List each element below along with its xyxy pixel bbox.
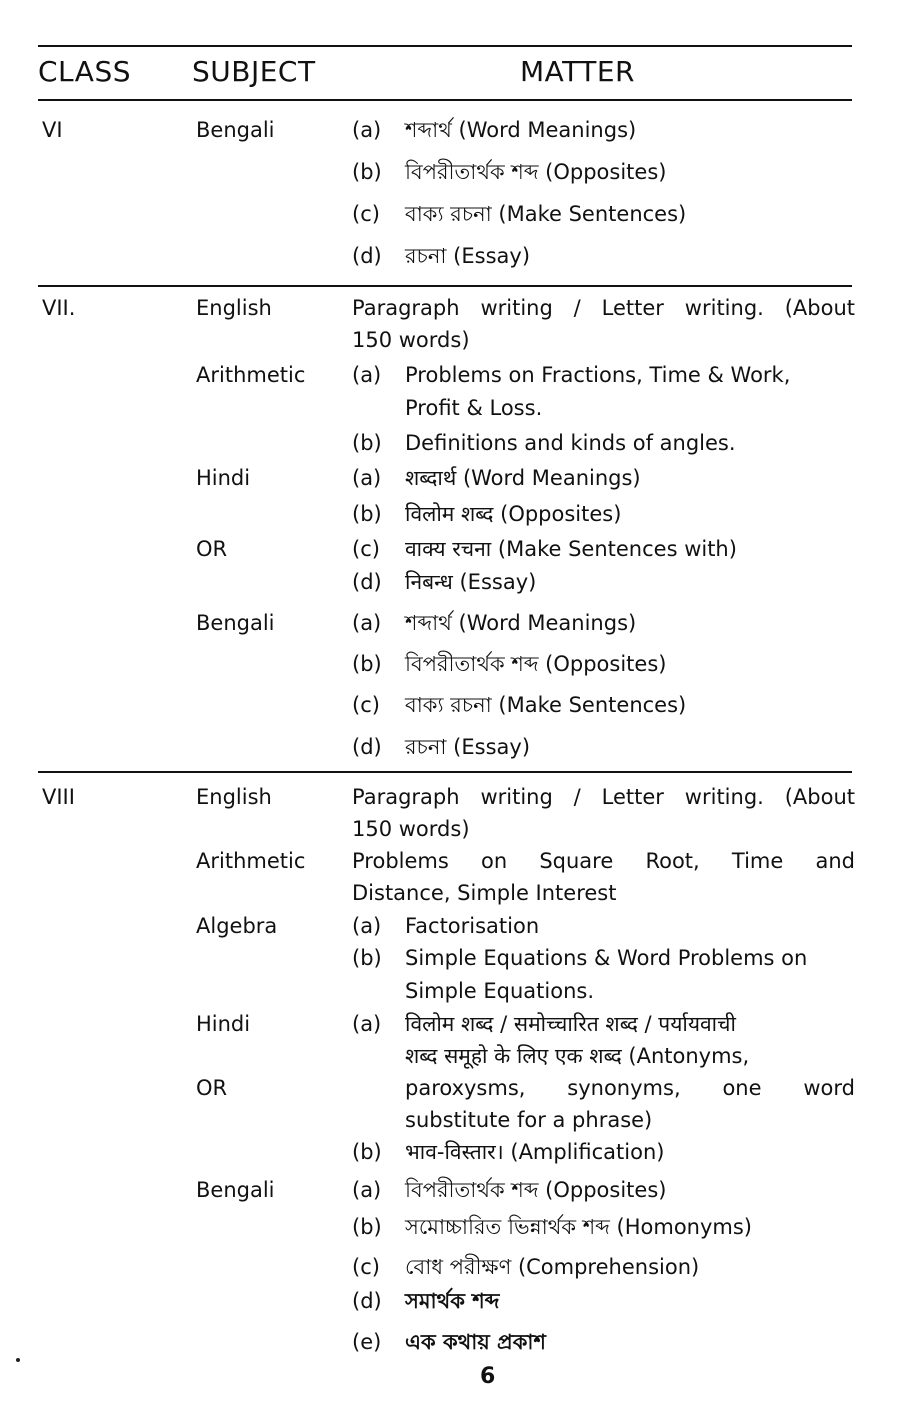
viii-arith-line2: Distance, Simple Interest — [352, 881, 617, 905]
viii-bengali-c-text: বোধ পরীক্ষণ (Comprehension) — [405, 1255, 700, 1279]
vii-hindi-a-text: शब्दार्थ (Word Meanings) — [405, 466, 641, 490]
viii-subject-bengali: Bengali — [196, 1178, 275, 1202]
viii-algebra-b-line2: Simple Equations. — [405, 979, 594, 1003]
class-vi-label: VI — [42, 118, 63, 142]
viii-bengali-e-text: এক কথায় প্রকাশ — [405, 1330, 546, 1354]
vi-bengali-b-label: (b) — [352, 160, 382, 184]
viii-hindi-a-line4: substitute for a phrase) — [405, 1108, 653, 1132]
vii-arith-a-label: (a) — [352, 363, 382, 387]
page-number: 6 — [480, 1364, 496, 1389]
viii-subject-arithmetic: Arithmetic — [196, 849, 306, 873]
vii-bengali-d-text: রচনা (Essay) — [405, 735, 531, 759]
viii-bengali-a-label: (a) — [352, 1178, 382, 1202]
vii-hindi-a-label: (a) — [352, 466, 382, 490]
vii-english-line2: 150 words) — [352, 328, 470, 352]
vii-subject-bengali: Bengali — [196, 611, 275, 635]
viii-english-line2: 150 words) — [352, 817, 470, 841]
viii-subject-english: English — [196, 785, 272, 809]
vii-bengali-c-text: বাক্য রচনা (Make Sentences) — [405, 693, 687, 717]
viii-hindi-a-line2: शब्द समूहो के लिए एक शब्द (Antonyms, — [405, 1044, 750, 1068]
viii-bengali-b-label: (b) — [352, 1215, 382, 1239]
viii-algebra-b-line1: Simple Equations & Word Problems on — [405, 946, 808, 970]
vii-hindi-c-label: (c) — [352, 537, 380, 561]
viii-hindi-b-text: भाव-विस्तार। (Amplification) — [405, 1140, 665, 1164]
top-rule — [38, 45, 852, 47]
class-viii-label: VIII — [42, 785, 75, 809]
vi-bengali-b-text: বিপরীতার্থক শব্দ (Opposites) — [405, 160, 667, 184]
vii-hindi-d-text: निबन्ध (Essay) — [405, 570, 537, 594]
header-rule — [38, 99, 852, 101]
vii-bengali-a-label: (a) — [352, 611, 382, 635]
vi-bengali-d-text: রচনা (Essay) — [405, 244, 531, 268]
viii-bengali-d-text: সমার্থক শব্দ — [405, 1289, 500, 1313]
vii-hindi-c-text: वाक्य रचना (Make Sentences with) — [405, 537, 737, 561]
vii-arith-b-text: Definitions and kinds of angles. — [405, 431, 736, 455]
section-rule-viii — [38, 771, 852, 773]
viii-bengali-a-text: বিপরীতার্থক শব্দ (Opposites) — [405, 1178, 667, 1202]
viii-bengali-b-text: সমোচ্চারিত ভিন্নার্থক শব্দ (Homonyms) — [405, 1215, 753, 1239]
vi-bengali-c-text: বাক্য রচনা (Make Sentences) — [405, 202, 687, 226]
viii-english-line1: Paragraph writing / Letter writing. (About — [352, 785, 855, 809]
header-class: CLASS — [38, 55, 131, 88]
vii-arith-b-label: (b) — [352, 431, 382, 455]
class-vii-label: VII. — [42, 296, 76, 320]
header-matter: MATTER — [520, 55, 635, 88]
viii-or-label: OR — [196, 1076, 228, 1100]
viii-arith-line1: Problems on Square Root, Time and — [352, 849, 855, 873]
vii-hindi-b-label: (b) — [352, 502, 382, 526]
viii-algebra-a-label: (a) — [352, 914, 382, 938]
viii-hindi-a-line1: विलोम शब्द / समोच्चारित शब्द / पर्यायवाची — [405, 1012, 736, 1036]
viii-algebra-a-text: Factorisation — [405, 914, 540, 938]
vii-bengali-d-label: (d) — [352, 735, 382, 759]
vii-subject-arithmetic: Arithmetic — [196, 363, 306, 387]
vii-english-line1: Paragraph writing / Letter writing. (About — [352, 296, 855, 320]
viii-subject-hindi: Hindi — [196, 1012, 251, 1036]
viii-bengali-e-label: (e) — [352, 1330, 382, 1354]
header-subject: SUBJECT — [192, 55, 316, 88]
viii-bengali-d-label: (d) — [352, 1289, 382, 1313]
vii-arith-a-line2: Profit & Loss. — [405, 396, 543, 420]
viii-hindi-a-label: (a) — [352, 1012, 382, 1036]
vii-hindi-b-text: विलोम शब्द (Opposites) — [405, 502, 622, 526]
vii-or-label: OR — [196, 537, 228, 561]
vii-bengali-b-text: বিপরীতার্থক শব্দ (Opposites) — [405, 652, 667, 676]
viii-bengali-c-label: (c) — [352, 1255, 380, 1279]
vi-bengali-c-label: (c) — [352, 202, 380, 226]
vii-bengali-c-label: (c) — [352, 693, 380, 717]
viii-hindi-b-label: (b) — [352, 1140, 382, 1164]
section-rule-vii — [38, 285, 852, 287]
vii-bengali-b-label: (b) — [352, 652, 382, 676]
vi-bengali-a-label: (a) — [352, 118, 382, 142]
vi-subject-bengali: Bengali — [196, 118, 275, 142]
vii-bengali-a-text: শব্দার্থ (Word Meanings) — [405, 611, 637, 635]
viii-hindi-a-line3: paroxysms, synonyms, one word — [405, 1076, 855, 1100]
vi-bengali-d-label: (d) — [352, 244, 382, 268]
vii-arith-a-line1: Problems on Fractions, Time & Work, — [405, 363, 791, 387]
viii-subject-algebra: Algebra — [196, 914, 278, 938]
vii-subject-hindi: Hindi — [196, 466, 251, 490]
vi-bengali-a-text: শব্দার্থ (Word Meanings) — [405, 118, 637, 142]
stray-dot — [16, 1358, 20, 1362]
vii-subject-english: English — [196, 296, 272, 320]
viii-algebra-b-label: (b) — [352, 946, 382, 970]
vii-hindi-d-label: (d) — [352, 570, 382, 594]
